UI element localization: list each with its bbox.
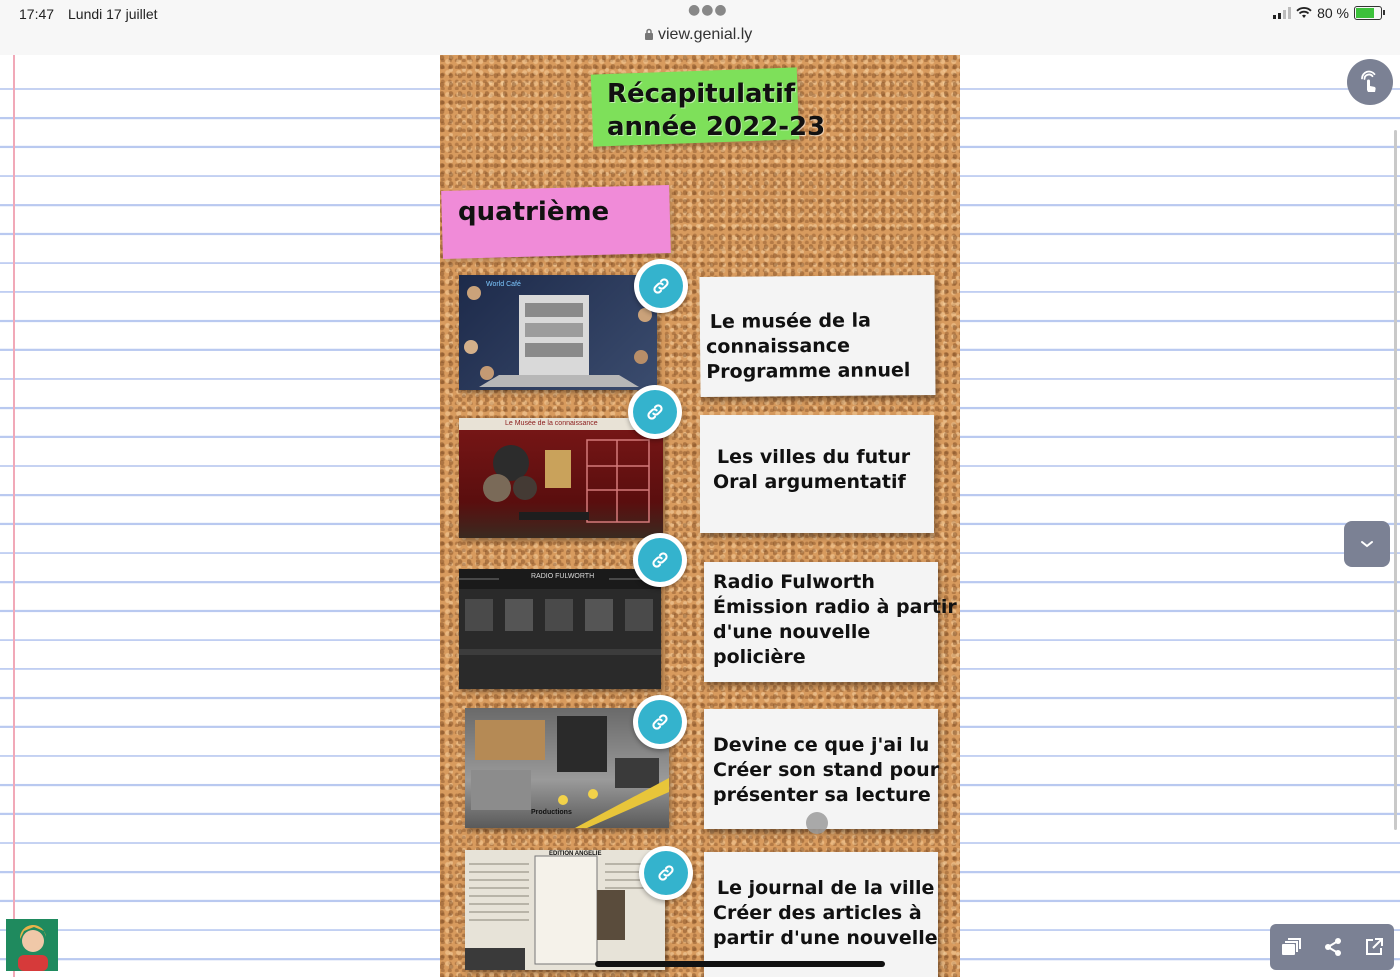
card-line: policière: [713, 646, 806, 668]
profile-photo: [6, 919, 58, 971]
card-line: Créer des articles à: [713, 902, 922, 924]
status-time: 17:47: [19, 6, 55, 22]
radio-illustration: [459, 569, 661, 689]
status-bar: [0, 0, 1400, 56]
link-button-4[interactable]: [633, 695, 687, 749]
link-button-2[interactable]: [628, 385, 682, 439]
home-indicator[interactable]: [595, 961, 885, 967]
chevron-down-icon: [1359, 539, 1375, 549]
card-line: Le musée de la: [709, 309, 872, 333]
thumb-caption-3: RADIO FULWORTH: [531, 573, 595, 580]
link-button-5[interactable]: [639, 846, 693, 900]
project-card-5[interactable]: [704, 852, 938, 977]
genially-toolbar: [1270, 924, 1394, 970]
thumb-caption-2: Le Musée de la connaissance: [505, 420, 598, 427]
card-line: Devine ce que j'ai lu: [713, 734, 930, 756]
link-icon: [645, 402, 665, 422]
avatar[interactable]: [6, 919, 58, 971]
thumb-caption-1: World Café: [486, 281, 521, 288]
status-indicators: [1273, 5, 1382, 21]
card-line: Les villes du futur: [717, 446, 911, 468]
project-thumbnail-5[interactable]: [465, 850, 665, 970]
card-line: Programme annuel: [706, 359, 911, 383]
external-link-icon[interactable]: [1364, 937, 1384, 957]
project-thumbnail-1[interactable]: [459, 275, 657, 390]
url-text: view.genial.ly: [658, 26, 753, 43]
newspaper-illustration: [465, 850, 665, 970]
link-icon: [650, 712, 670, 732]
battery-percent: 80 %: [1317, 5, 1349, 21]
touch-mode-button[interactable]: [1347, 59, 1393, 105]
thumb-caption-4: Productions: [531, 809, 572, 816]
card-line: Le journal de la ville: [717, 877, 935, 899]
stack-icon[interactable]: [1280, 937, 1302, 957]
wifi-icon: [1296, 7, 1312, 19]
museum-illustration: [459, 418, 663, 538]
cork-board[interactable]: [440, 55, 960, 977]
project-thumbnail-2[interactable]: [459, 418, 663, 538]
project-card-3[interactable]: [704, 562, 957, 682]
card-line: Émission radio à partir: [713, 596, 957, 618]
expand-panel-button[interactable]: [1344, 521, 1390, 567]
card-line: connaissance: [705, 334, 851, 358]
link-button-1[interactable]: [634, 259, 688, 313]
scrollbar[interactable]: [1394, 130, 1397, 830]
battery-icon: [1354, 6, 1382, 20]
card-line: Radio Fulworth: [713, 571, 875, 593]
link-button-3[interactable]: [633, 533, 687, 587]
url-bar[interactable]: [644, 26, 752, 44]
status-date: Lundi 17 juillet: [68, 6, 158, 22]
card-line: d'une nouvelle: [713, 621, 871, 643]
project-card-2[interactable]: [700, 415, 934, 533]
card-line: Créer son stand pour: [713, 759, 940, 781]
project-thumbnail-3[interactable]: [459, 569, 661, 689]
card-line: partir d'une nouvelle: [713, 927, 938, 949]
link-icon: [656, 863, 676, 883]
link-icon: [650, 550, 670, 570]
touch-indicator: [806, 812, 828, 834]
building-illustration: [459, 275, 657, 390]
touch-icon: [1358, 70, 1382, 94]
battery-fill: [1356, 8, 1374, 18]
multitask-dots-icon[interactable]: ●●●: [688, 2, 728, 18]
thumb-caption-5: ÉDITION ANGELIE: [549, 851, 602, 857]
share-icon[interactable]: [1323, 937, 1343, 957]
card-line: Oral argumentatif: [713, 471, 906, 493]
link-icon: [651, 276, 671, 296]
margin-line: [13, 55, 15, 977]
project-card-1[interactable]: [699, 275, 935, 397]
card-line: présenter sa lecture: [713, 784, 931, 806]
signal-icon: [1273, 7, 1291, 19]
section-title: quatrième: [458, 197, 610, 227]
lock-icon: [644, 28, 654, 40]
project-card-4[interactable]: [704, 709, 938, 829]
board-title-line2: année 2022-23: [607, 112, 826, 142]
board-title-line1: Récapitulatif: [607, 79, 796, 109]
